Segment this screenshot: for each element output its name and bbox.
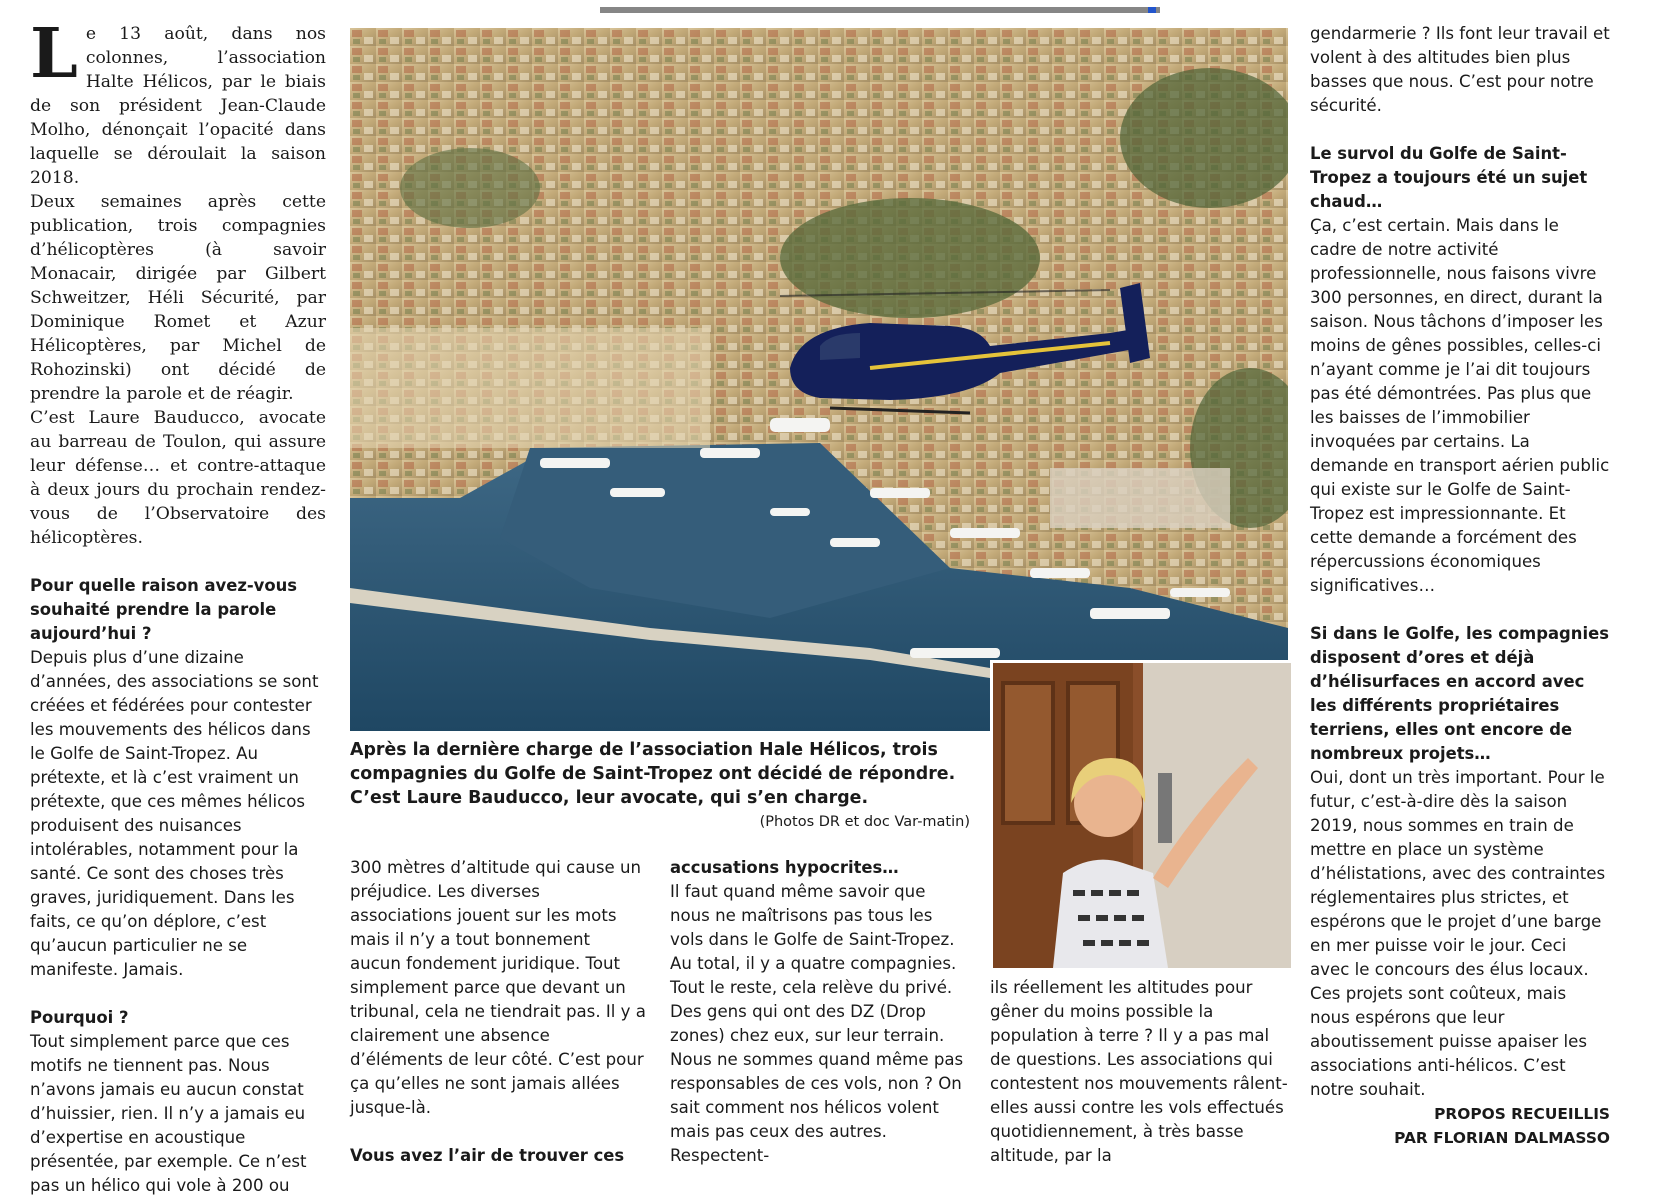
portrait-photo-laure-bauducco — [990, 660, 1294, 971]
intro-text-1: e 13 août, dans nos colonnes, l’association Halte Hélicos, par le biais de son président Jean-Claude Molho, dénonçait l’opacité dans laquelle se déroulait la saison 2018. — [30, 24, 326, 188]
intro-paragraph — [30, 14, 326, 550]
answer-3: Il faut quand même savoir que nous ne maîtrisons pas tous les vols dans le Golfe de Saint-Tropez. Au total, il y a quatre compagnies. Tout le reste, cela relève du privé. Des gens qui ont des DZ (Drop zones) chez eux, sur leur terrain. Nous ne sommes quand même pas responsables de ces vols, non ? On sait comment nos hélicos volent mais pas ceux des autres. Respectent- — [670, 882, 964, 1165]
intro-text-2: Deux semaines après cette publication, trois compagnies d’hélicoptères (à savoir Monacair, dirigée par Gilbert Schweitzer, Héli Sécurité, par Dominique Romet et Azur Hélicoptères, par Michel de Rohozinski) ont décidé de prendre la parole et de réagir. — [30, 192, 326, 404]
answer-2-continued: 300 mètres d’altitude qui cause un préjudice. Les diverses associations jouent sur les mots mais il n’y a tout bonnement aucun fondement juridique. Tout simplement parce que devant un tribunal, cela ne tiendrait pas. Il y a clairement une absence d’éléments de leur côté. C’est pour ça qu’elles ne sont jamais allées jusque-là. — [350, 858, 646, 1117]
article-column-2 — [350, 856, 646, 1168]
answer-2: Tout simplement parce que ces motifs ne tiennent pas. Nous n’avons jamais eu aucun constat d’huissier, rien. Il n’y a jamais eu d’expertise en acoustique présentée, par exemple. Ce n’est pas un hélico qui vole à 200 ou — [30, 1032, 307, 1195]
question-2: Pourquoi ? — [30, 1008, 129, 1027]
byline-2: PAR FLORIAN DALMASSO — [1394, 1129, 1610, 1147]
aerial-photo-saint-tropez — [350, 28, 1288, 731]
photo-credit: (Photos DR et doc Var-matin) — [759, 814, 970, 830]
drop-cap: L — [30, 14, 78, 94]
intro-text-3: C’est Laure Bauducco, avocate au barreau de Toulon, qui assure leur défense… et contre-attaque à deux jours du prochain rendez-vous de l’Observatoire des hélicoptères. — [30, 408, 326, 548]
question-1: Pour quelle raison avez-vous souhaité prendre la parole aujourd’hui ? — [30, 576, 298, 643]
answer-4: Ça, c’est certain. Mais dans le cadre de notre activité professionnelle, nous faisons vivre 300 personnes, en direct, durant la saison. Nous tâchons d’imposer les moins de gênes possibles, celles-ci n’ayant comme je l’ai dit toujours pas été démontrées. Pas plus que les baisses de l’immobilier invoquées par certains. La demande en transport aérien public qui existe sur le Golfe de Saint-Tropez est impressionnante. Et cette demande a forcément des répercussions économiques significatives… — [1310, 216, 1610, 595]
question-4: Le survol du Golfe de Saint-Tropez a toujours été un sujet chaud… — [1310, 144, 1588, 211]
answer-1: Depuis plus d’une dizaine d’années, des associations se sont créées et fédérées pour contester les mouvements des hélicos dans le Golfe de Saint-Tropez. Au prétexte, et là c’est vraiment un prétexte, que ces mêmes hélicos produisent des nuisances intolérables, notamment pour la santé. Ce sont des choses très graves, juridiquement. Dans les faits, ce qu’on déplore, c’est qu’aucun particulier ne se manifeste. Jamais. — [30, 648, 319, 979]
byline-1: PROPOS RECUEILLIS — [1434, 1105, 1610, 1123]
article-column-5 — [1310, 22, 1610, 1150]
cut-headline-strip — [0, 0, 1660, 8]
answer-3-continued: ils réellement les altitudes pour gêner du moins possible la population à terre ? Il y a pas mal de questions. Les associations qui contestent nos mouvements râlent-elles aussi contre les vols effectués quotidiennement, à très basse altitude, par la — [990, 978, 1288, 1165]
article-column-4 — [990, 976, 1288, 1168]
answer-3-end: gendarmerie ? Ils font leur travail et volent à des altitudes bien plus basses que nous. C’est pour notre sécurité. — [1310, 24, 1610, 115]
article-column-3 — [670, 856, 966, 1168]
question-3-end: accusations hypocrites… — [670, 858, 899, 877]
question-3-start: Vous avez l’air de trouver ces — [350, 1146, 625, 1165]
photo-caption: Après la dernière charge de l’association Hale Hélicos, trois compagnies du Golfe de Saint-Tropez ont décidé de répondre. C’est Laure Bauducco, leur avocate, qui s’en charge. — [350, 740, 956, 808]
answer-5: Oui, dont un très important. Pour le futur, c’est-à-dire dès la saison 2019, nous sommes en train de mettre en place un système d’hélistations, avec des contraintes réglementaires plus strictes, et espérons que le projet d’une barge en mer puisse voir le jour. Ceci avec le concours des élus locaux. Ces projets sont coûteux, mais nous espérons que leur aboutissement puisse apaiser les associations anti-hélicos. C’est notre souhait. — [1310, 768, 1606, 1099]
article-column-1 — [30, 14, 326, 1198]
question-5: Si dans le Golfe, les compagnies disposent d’ores et déjà d’hélisurfaces en accord avec les différents propriétaires terriens, elles ont encore de nombreux projets… — [1310, 624, 1609, 763]
